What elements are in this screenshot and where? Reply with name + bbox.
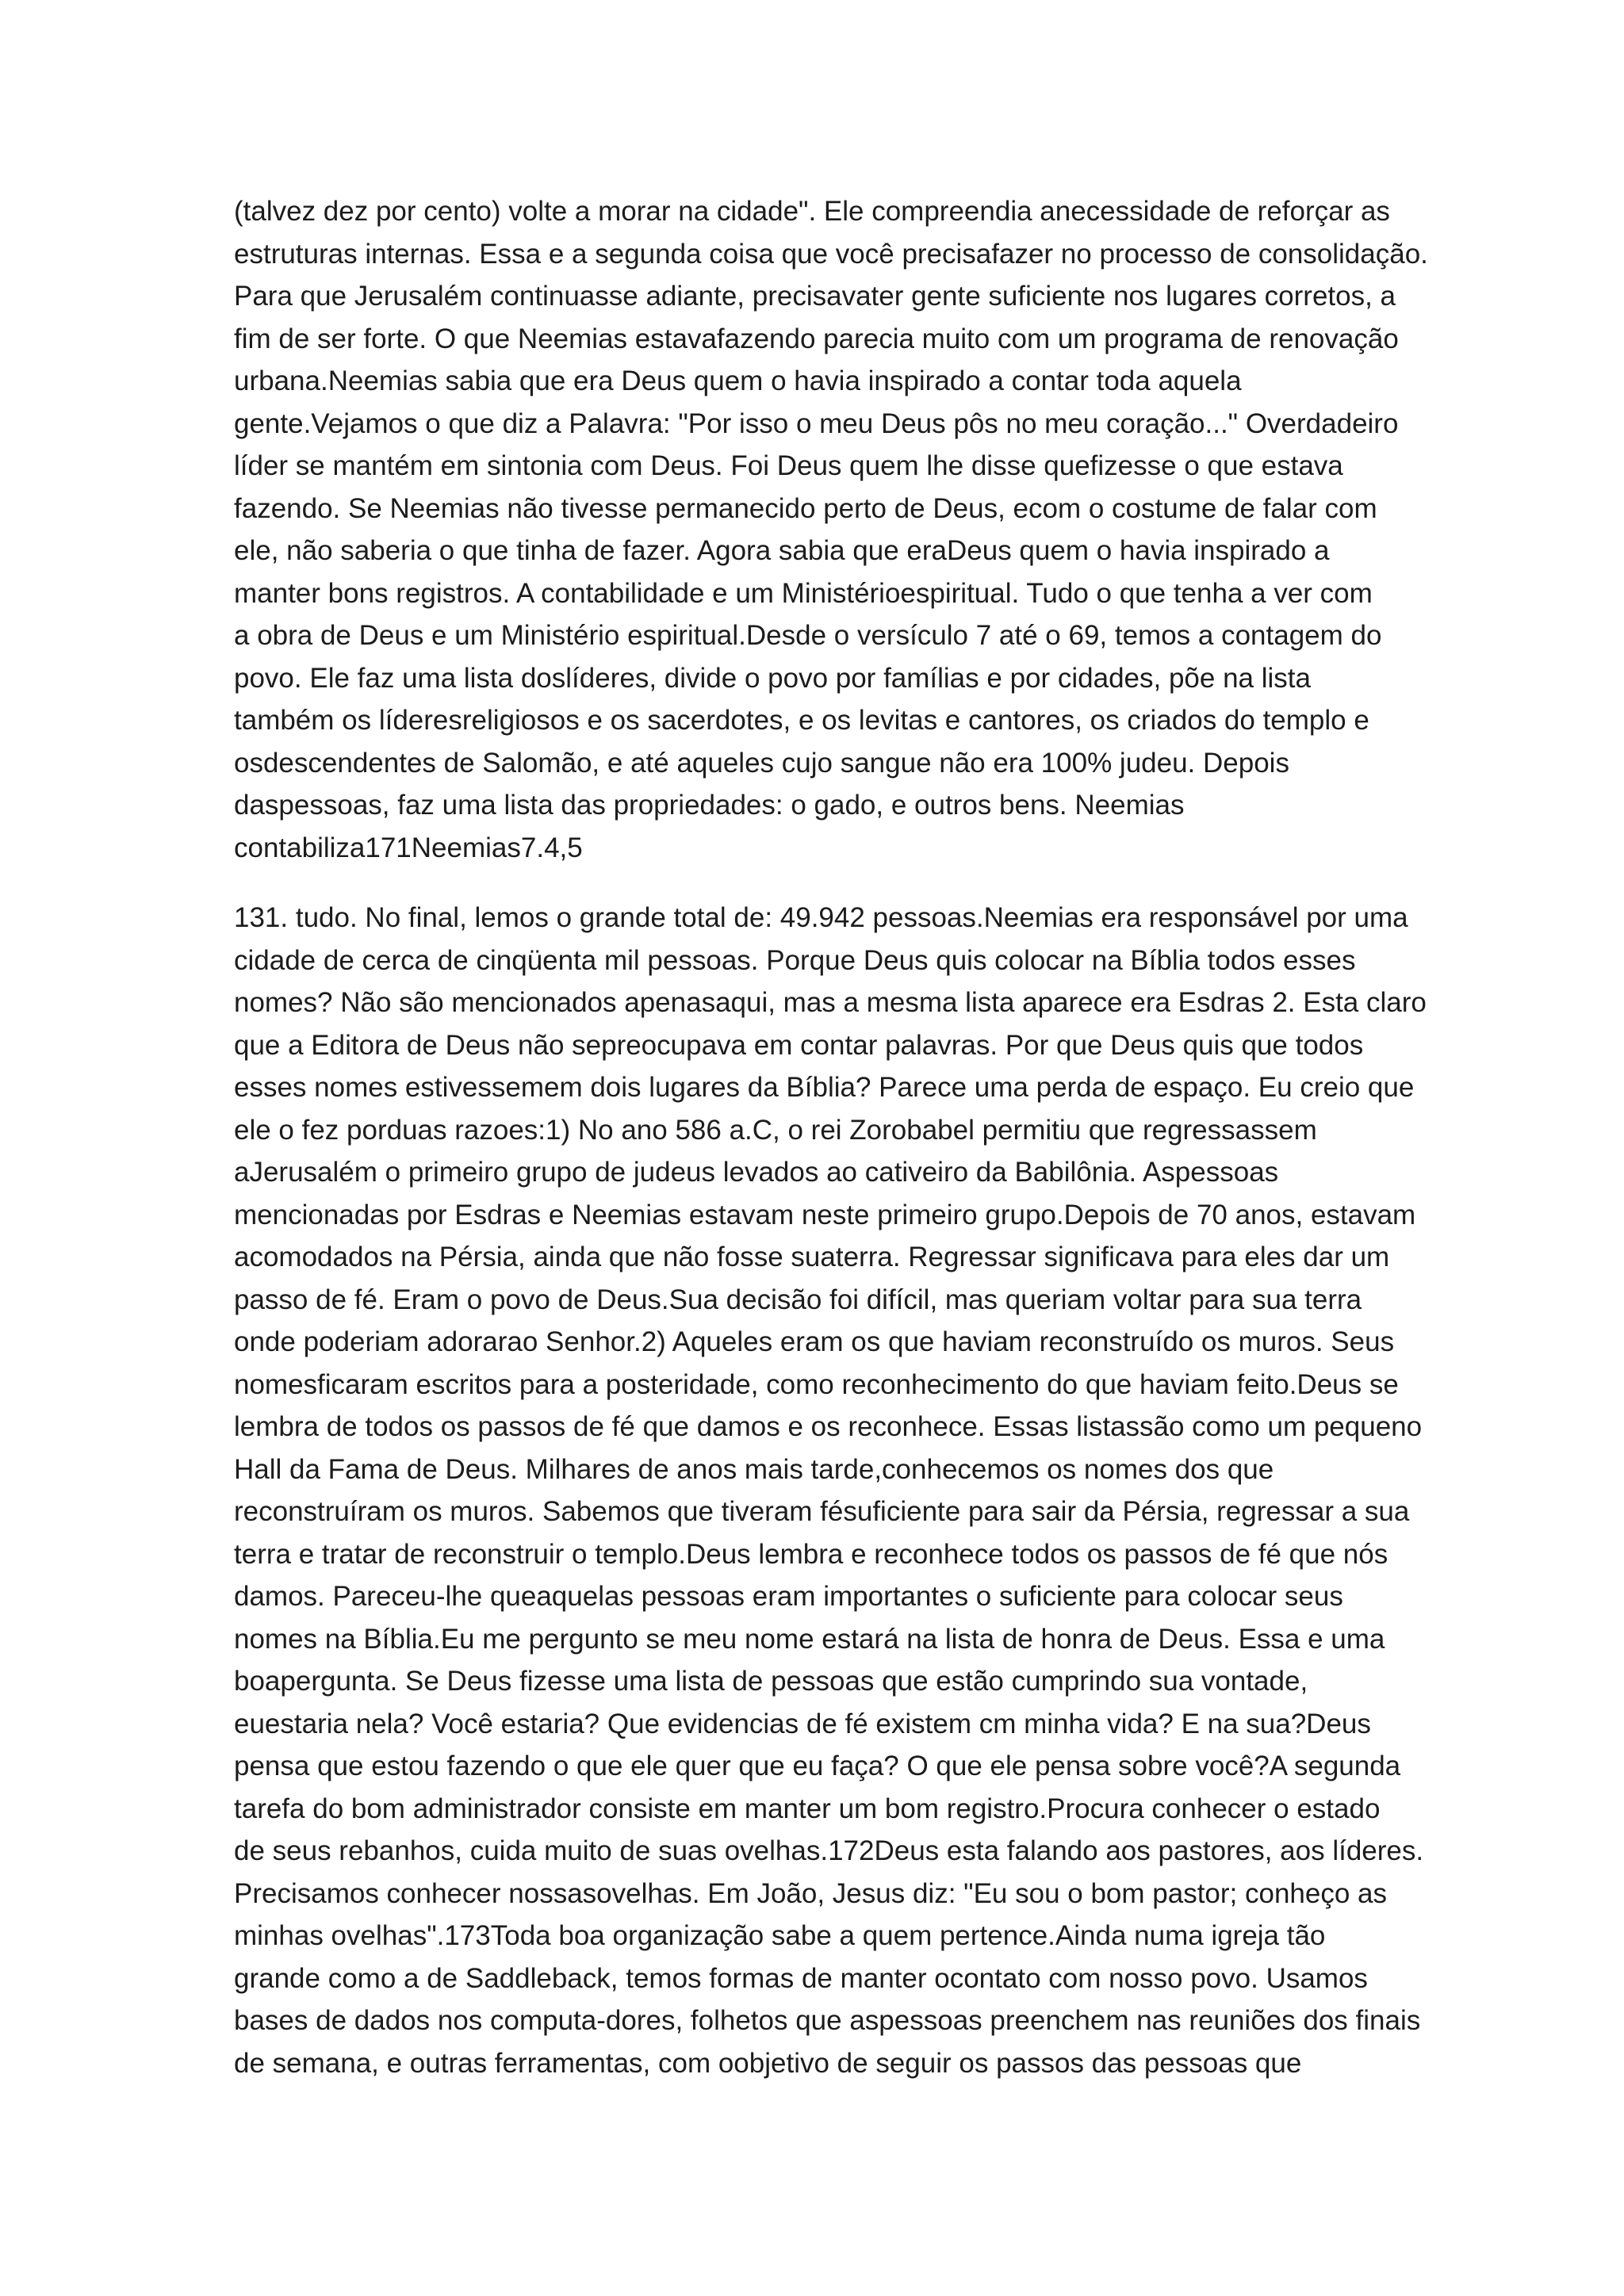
text-line: 131. tudo. No final, lemos o grande total de: 49.942 pessoas.Neemias era responsável por uma bbox=[234, 902, 1408, 933]
text-line: tarefa do bom administrador consiste em manter um bom registro.Procura conhecer o estado bbox=[234, 1793, 1381, 1824]
text-line: nomes? Não são mencionados apenasaqui, mas a mesma lista aparece era Esdras 2. Esta claro bbox=[234, 987, 1427, 1018]
text-line: Para que Jerusalém continuasse adiante, precisavater gente suficiente nos lugares corretos, a bbox=[234, 281, 1396, 312]
text-line: cidade de cerca de cinqüenta mil pessoas. Porque Deus quis colocar na Bíblia todos esses bbox=[234, 944, 1356, 976]
text-line: a obra de Deus e um Ministério espiritual.Desde o versículo 7 até o 69, temos a contagem do bbox=[234, 620, 1382, 651]
text-line: euestaria nela? Você estaria? Que evidencias de fé existem cm minha vida? E na sua?Deus bbox=[234, 1708, 1371, 1739]
text-line: reconstruíram os muros. Sabemos que tiveram fésuficiente para sair da Pérsia, regressar a sua bbox=[234, 1496, 1410, 1527]
text-line: mencionadas por Esdras e Neemias estavam neste primeiro grupo.Depois de 70 anos, estavam bbox=[234, 1199, 1416, 1230]
text-line: onde poderiam adorarao Senhor.2) Aqueles eram os que haviam reconstruído os muros. Seus bbox=[234, 1326, 1395, 1357]
text-line: ele o fez porduas razoes:1) No ano 586 a.C, o rei Zorobabel permitiu que regressassem bbox=[234, 1114, 1317, 1146]
text-line: ele, não saberia o que tinha de fazer. Agora sabia que eraDeus quem o havia inspirado a bbox=[234, 535, 1330, 566]
text-line: minhas ovelhas".173Toda boa organização sabe a quem pertence.Ainda numa igreja tão bbox=[234, 1920, 1326, 1951]
text-line: contabiliza171Neemias7.4,5 bbox=[234, 832, 583, 863]
text-line: daspessoas, faz uma lista das propriedades: o gado, e outros bens. Neemias bbox=[234, 790, 1185, 821]
text-line: estruturas internas. Essa e a segunda coisa que você precisafazer no processo de consolidação. bbox=[234, 238, 1428, 270]
paragraph bbox=[234, 190, 1428, 869]
text-line: fim de ser forte. O que Neemias estavafazendo parecia muito com um programa de renovação bbox=[234, 323, 1399, 354]
text-line: nomesficaram escritos para a posteridade, como reconhecimento do que haviam feito.Deus se bbox=[234, 1368, 1399, 1400]
text-line: bases de dados nos computa-dores, folhetos que aspessoas preenchem nas reuniões dos finais bbox=[234, 2005, 1421, 2036]
text-line: nomes na Bíblia.Eu me pergunto se meu nome estará na lista de honra de Deus. Essa e uma bbox=[234, 1623, 1385, 1655]
text-line: damos. Pareceu-lhe queaquelas pessoas eram importantes o suficiente para colocar seus bbox=[234, 1581, 1343, 1612]
text-line: fazendo. Se Neemias não tivesse permanecido perto de Deus, ecom o costume de falar com bbox=[234, 492, 1377, 524]
text-line: aJerusalém o primeiro grupo de judeus levados ao cativeiro da Babilônia. Aspessoas bbox=[234, 1157, 1279, 1188]
text-line: gente.Vejamos o que diz a Palavra: "Por isso o meu Deus pôs no meu coração..." Overdadeiro bbox=[234, 408, 1399, 439]
text-line: também os líderesreligiosos e os sacerdotes, e os levitas e cantores, os criados do templo e bbox=[234, 705, 1369, 736]
text-line: Hall da Fama de Deus. Milhares de anos mais tarde,conhecemos os nomes dos que bbox=[234, 1453, 1274, 1485]
text-line: lembra de todos os passos de fé que damos e os reconhece. Essas listassão como um pequeno bbox=[234, 1411, 1423, 1442]
text-line: que a Editora de Deus não sepreocupava em contar palavras. Por que Deus quis que todos bbox=[234, 1029, 1364, 1061]
text-line: passo de fé. Eram o povo de Deus.Sua decisão foi difícil, mas queriam voltar para sua terra bbox=[234, 1284, 1362, 1315]
text-line: povo. Ele faz uma lista doslíderes, divide o povo por famílias e por cidades, põe na lista bbox=[234, 662, 1311, 694]
text-line: grande como a de Saddleback, temos formas de manter ocontato com nosso povo. Usamos bbox=[234, 1962, 1368, 1994]
text-line: (talvez dez por cento) volte a morar na cidade". Ele compreendia anecessidade de reforçar as bbox=[234, 196, 1390, 227]
text-line: terra e tratar de reconstruir o templo.Deus lembra e reconhece todos os passos de fé que nós bbox=[234, 1538, 1388, 1570]
text-line: esses nomes estivessemem dois lugares da Bíblia? Parece uma perda de espaço. Eu creio que bbox=[234, 1072, 1415, 1103]
text-line: líder se mantém em sintonia com Deus. Foi Deus quem lhe disse quefizesse o que estava bbox=[234, 450, 1343, 481]
text-line: de semana, e outras ferramentas, com oobjetivo de seguir os passos das pessoas que bbox=[234, 2047, 1302, 2079]
text-line: Precisamos conhecer nossasovelhas. Em João, Jesus diz: "Eu sou o bom pastor; conheço as bbox=[234, 1877, 1388, 1909]
text-line: de seus rebanhos, cuida muito de suas ovelhas.172Deus esta falando aos pastores, aos líderes. bbox=[234, 1835, 1424, 1866]
text-line: pensa que estou fazendo o que ele quer que eu faça? O que ele pensa sobre você?A segunda bbox=[234, 1751, 1401, 1781]
paragraph bbox=[234, 897, 1427, 2084]
text-line: boapergunta. Se Deus fizesse uma lista de pessoas que estão cumprindo sua vontade, bbox=[234, 1666, 1308, 1697]
text-line: osdescendentes de Salomão, e até aqueles cujo sangue não era 100% judeu. Depois bbox=[234, 747, 1289, 779]
text-line: manter bons registros. A contabilidade e um Ministérioespiritual. Tudo o que tenha a ver com bbox=[234, 577, 1373, 609]
text-line: acomodados na Pérsia, ainda que não fosse suaterra. Regressar significava para eles dar um bbox=[234, 1242, 1390, 1272]
text-line: urbana.Neemias sabia que era Deus quem o havia inspirado a contar toda aquela bbox=[234, 365, 1242, 396]
